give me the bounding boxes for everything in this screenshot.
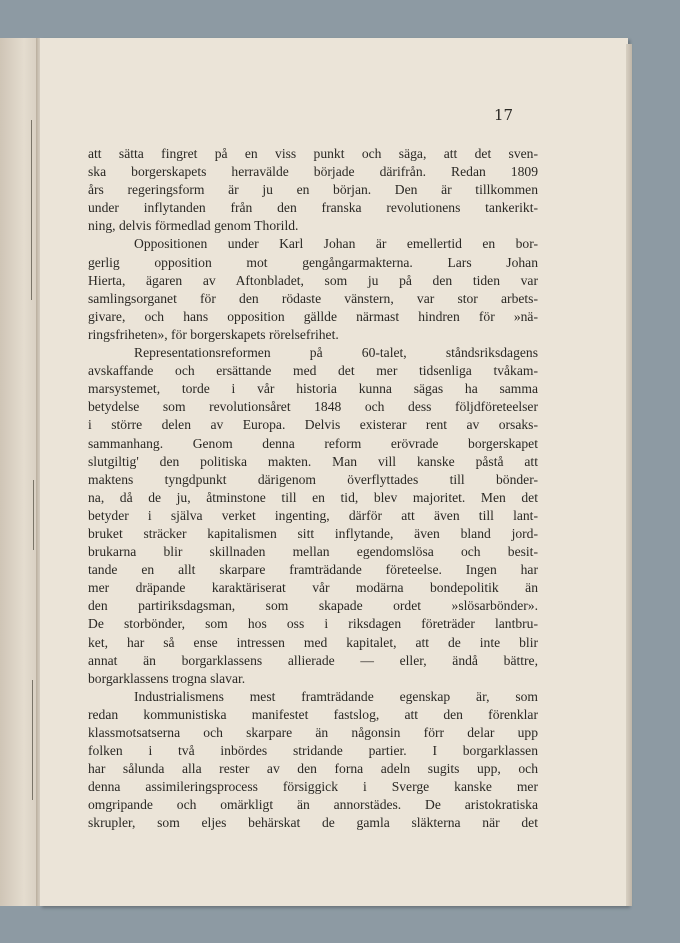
text-line: avskaffande och ersättande med det mer tidsenliga tvåkam- [88,363,538,379]
text-line: klassmotsatserna och skarpare än någonsin förr delar upp [88,725,538,740]
text-line: maktens tyngdpunkt därigenom överflyttades till bönder- [88,471,538,487]
text-line: ket, har så ense intressen med kapitalet, att de inte blir [88,634,538,650]
text-line: De storbönder, som hos oss i riksdagen företräder lantbru- [88,616,538,632]
text-line: annat än borgarklassens allierade — eller, ändå bättre, [88,652,538,668]
text-line: under inflytanden från den franska revolutionens tankerikt- [88,200,538,216]
text-line: betyder i själva verket ingenting, därför att även till lant- [88,507,538,523]
text-line: marsystemet, torde i vår historia kunna sägas ha samma [88,381,538,397]
text-line: har sålunda alla rester av den forna adeln sugits upp, och [88,761,538,777]
text-line: tande en allt skarpare framträdande företeelse. Ingen har [88,562,538,578]
page-number: 17 [494,106,514,124]
text-line: borgarklassens trogna slavar. [88,670,246,686]
facing-page-edge [0,38,40,906]
text-line: ringsfriheten», för borgerskapets rörelsefrihet. [88,326,339,342]
text-line: den partiriksdagsman, som skapade ordet »slösarbönder». [88,598,538,614]
page-stack-edge [626,44,632,906]
binding-thread-mark [32,680,33,800]
body-text [88,145,538,833]
text-line: denna assimileringsprocess försiggick i Sverge kanske mer [88,779,538,795]
text-line: Industrialismens mest framträdande egenskap är, som [134,688,538,704]
text-line: sammanhang. Genom denna reform erövrade borgerskapet [88,435,538,451]
text-line: ning, delvis förmedlad genom Thorild. [88,218,299,234]
text-line: folken i två inbördes stridande partier. I borgarklassen [88,743,538,759]
text-line: slutgiltig' den politiska makten. Man vill kanske påstå att [88,453,538,469]
text-line: samlingsorganet för den rödaste vänstern, var stor arbets- [88,290,538,306]
text-line: mer dräpande karaktäriserat vår modärna bondepolitik än [88,580,538,596]
text-line: bruket sträcker kapitalismen sitt inflytande, även bland jord- [88,525,538,541]
text-line: i större delen av Europa. Delvis existerar rent av orsaks- [88,417,538,433]
text-line: Representationsreformen på 60-talet, ståndsriksdagens [134,345,538,361]
text-line: ska borgerskapets herravälde började därifrån. Redan 1809 [88,164,538,180]
text-line: givare, och hans opposition gällde närmast hindren för »nä- [88,308,538,324]
text-line: gerlig opposition mot gengångarmakterna. Lars Johan [88,254,538,270]
text-line: års regeringsform är ju en början. Den är tillkommen [88,182,538,198]
text-line: brukarna blir skillnaden mellan egendomslösa och besit- [88,544,538,560]
text-line: skrupler, som eljes behärskat de gamla släkterna när det [88,815,538,831]
text-line: Hierta, ägaren av Aftonbladet, som ju på den tiden var [88,272,538,288]
text-line: betydelse som revolutionsåret 1848 och dess följdföreteelser [88,399,538,415]
binding-thread-mark [33,480,34,550]
binding-thread-mark [31,120,32,300]
text-line: omgripande och omärkligt än annorstädes. De aristokratiska [88,797,538,813]
text-line: na, då de ju, åtminstone till en tid, blev majoritet. Men det [88,489,538,505]
text-line: redan kommunistiska manifestet fastslog, att den förenklar [88,706,538,722]
text-line: Oppositionen under Karl Johan är emellertid en bor- [134,236,538,252]
text-line: att sätta fingret på en viss punkt och säga, att det sven- [88,146,538,161]
